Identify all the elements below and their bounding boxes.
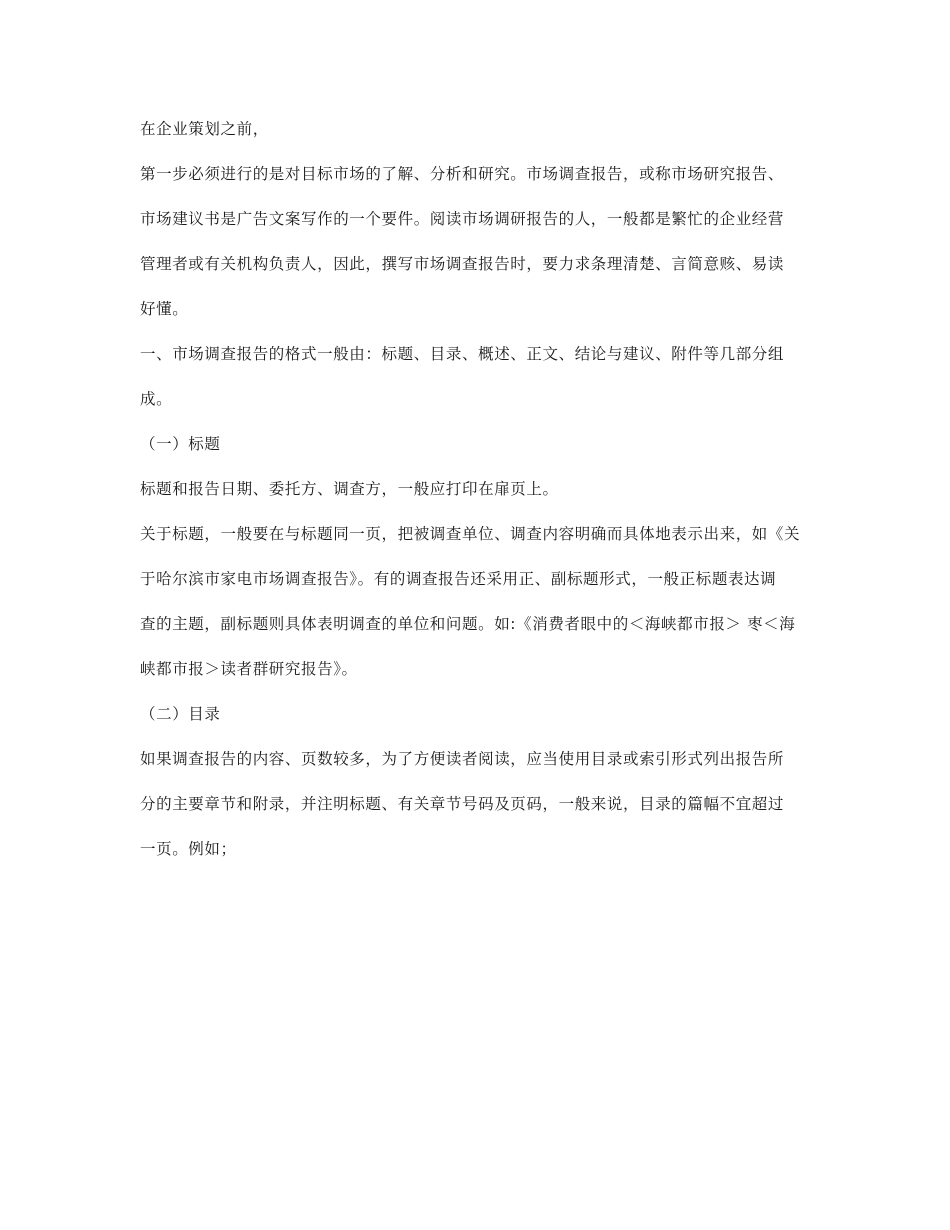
subsection-heading-contents: （二）目录 (140, 705, 221, 723)
paragraph-1: 在企业策划之前， (140, 120, 269, 138)
subsection-heading-title: （一）标题 (140, 435, 221, 453)
document-body (140, 116, 808, 881)
paragraph-7: 成。 (140, 390, 173, 408)
paragraph-10: 关于标题，一般要在与标题同一页，把被调查单位、调查内容明确而具体地表示出来，如《关 (140, 525, 801, 543)
paragraph-11: 于哈尔滨市家电市场调查报告》。有的调查报告还采用正、副标题形式，一般正标题表达调 (140, 570, 777, 588)
paragraph-5: 好懂。 (140, 300, 189, 318)
paragraph-2: 第一步必须进行的是对目标市场的了解、分析和研究。市场调查报告，或称市场研究报告、 (140, 165, 785, 183)
section-heading-format: 一、市场调查报告的格式一般由：标题、目录、概述、正文、结论与建议、附件等几部分组 (140, 345, 785, 363)
paragraph-16: 分的主要章节和附录，并注明标题、有关章节号码及页码，一般来说，目录的篇幅不宜超过 (140, 795, 785, 813)
paragraph-17: 一页。例如； (140, 840, 237, 858)
paragraph-3: 市场建议书是广告文案写作的一个要件。阅读市场调研报告的人，一般都是繁忙的企业经营 (140, 210, 785, 228)
paragraph-13: 峡都市报＞读者群研究报告》。 (140, 660, 358, 678)
paragraph-12: 查的主题，副标题则具体表明调查的单位和问题。如:《消费者眼中的＜海峡都市报＞ 枣＜海 (140, 615, 796, 633)
paragraph-9: 标题和报告日期、委托方、调查方，一般应打印在扉页上。 (140, 480, 559, 498)
paragraph-15: 如果调查报告的内容、页数较多，为了方便读者阅读，应当使用目录或索引形式列出报告所 (140, 750, 785, 768)
paragraph-4: 管理者或有关机构负责人，因此，撰写市场调查报告时，要力求条理清楚、言简意赅、易读 (140, 255, 785, 273)
